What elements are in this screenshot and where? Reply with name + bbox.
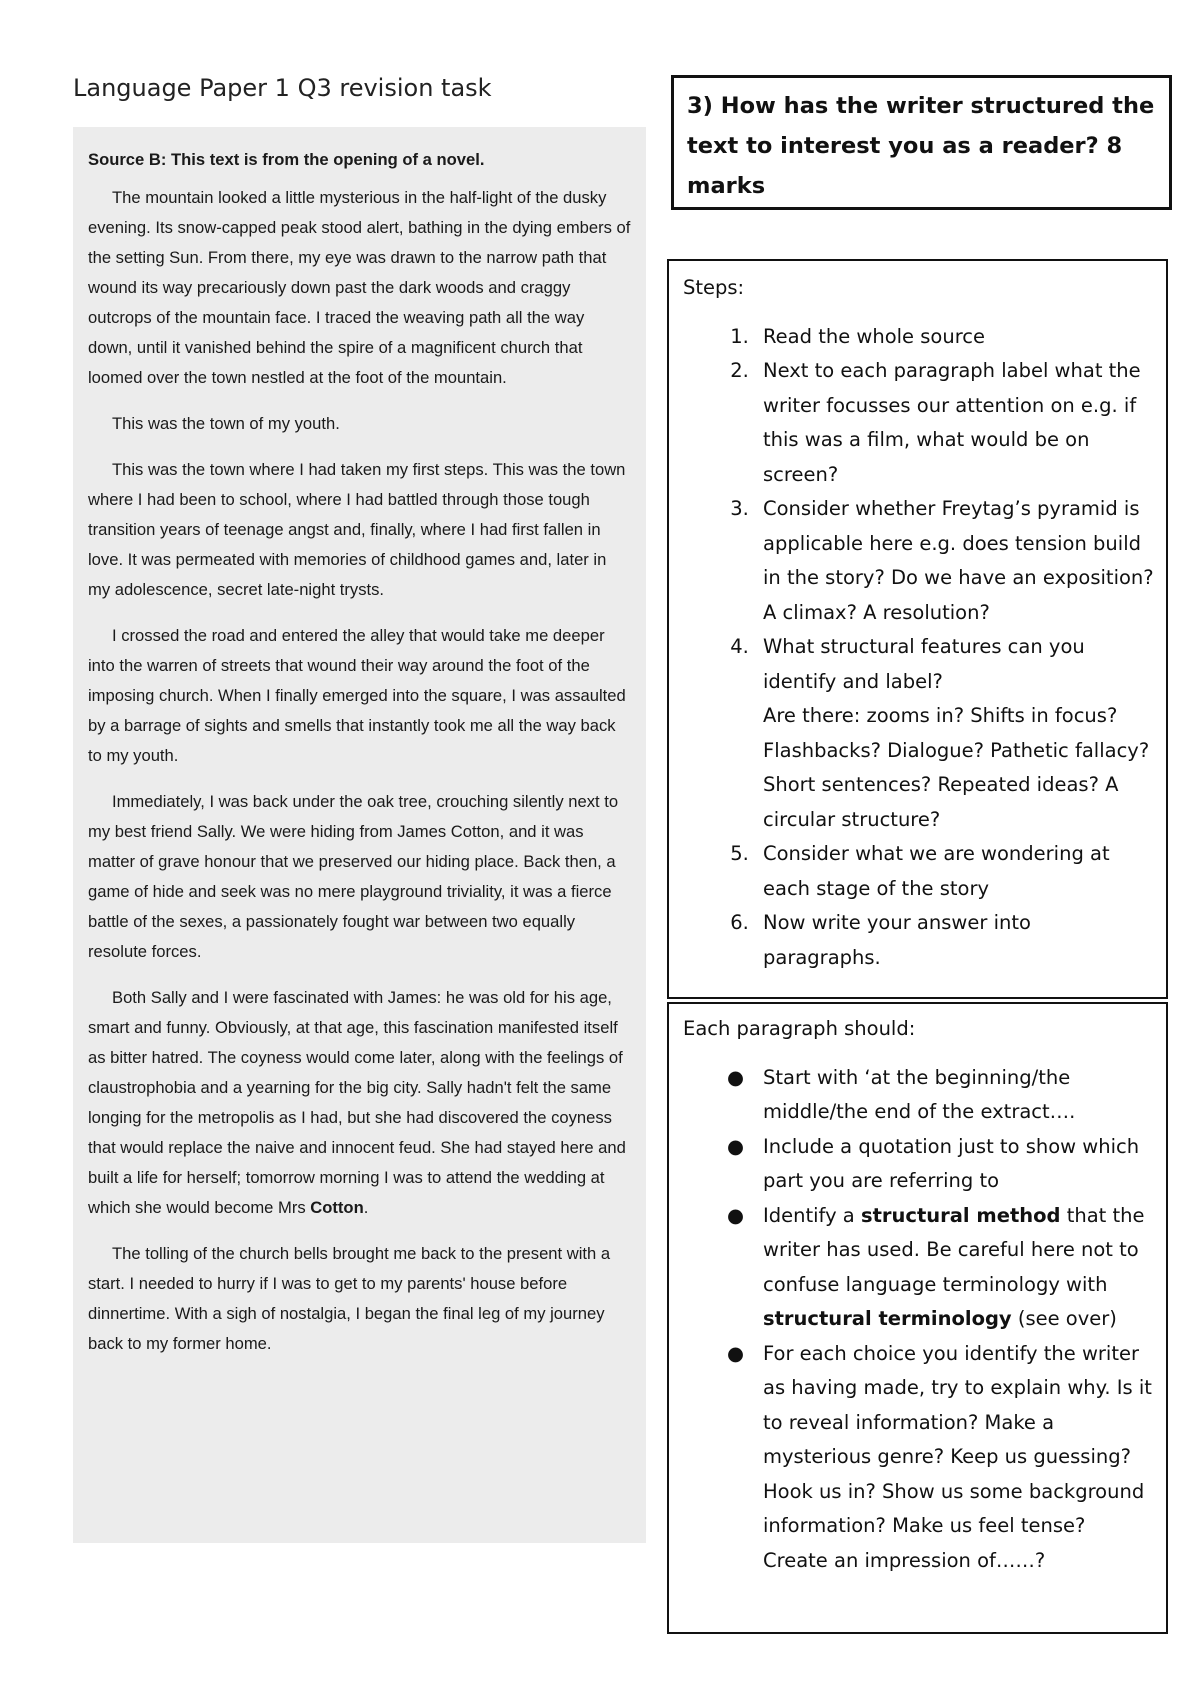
source-paragraph-6-text: Both Sally and I were fascinated with James: he was old for his age, smart and funny. Obviously, at that age, this fascination manifested itself as bitter hatred. The coyness would come later, along with the feelings of claustrophobia and a yearning for the big city. Sally hadn't felt the same longing for the metropolis as I had, but she had discovered the coyness that would replace the naive and innocent feud. She had stayed here and built a life for herself; tomorrow morning I was to attend the wedding at which she would become Mrs [88, 988, 626, 1217]
paragraph-guide-heading: Each paragraph should: [683, 1017, 916, 1040]
bullet-icon: ● [727, 1065, 745, 1089]
guide-item-text: (see over) [1011, 1307, 1117, 1330]
step-item [755, 630, 1154, 837]
paragraph-guide-list [683, 1061, 1154, 1579]
step-item: 3. Consider whether Freytag’s pyramid is applicable here e.g. does tension build in the story? Do we have an exposition? A climax? A resolution? [755, 492, 1154, 630]
guide-item-text: that the writer has used. Be careful here not to confuse language terminology with [763, 1203, 1145, 1296]
source-heading: Source B: This text is from the opening of a novel. [88, 150, 485, 169]
source-paragraph-6-end: . [363, 1198, 369, 1217]
step-item: 2. Next to each paragraph label what the writer focusses our attention on e.g. if this was a film, what would be on screen? [755, 354, 1154, 492]
guide-item-text: Include a quotation just to show which part you are referring to [763, 1134, 1140, 1192]
source-text-panel [73, 127, 646, 1543]
source-paragraph-2: This was the town of my youth. [112, 414, 340, 433]
guide-item [727, 1337, 1154, 1579]
step-item-extra: Are there: zooms in? Shifts in focus? Flashbacks? Dialogue? Pathetic fallacy? Short sentences? Repeated ideas? A circular structure? [763, 704, 1150, 831]
steps-list [683, 320, 1154, 976]
bullet-icon: ● [727, 1341, 745, 1365]
bullet-icon: ● [727, 1203, 745, 1227]
step-item-text: What structural features can you identify and label? [763, 635, 1085, 693]
guide-item-text: For each choice you identify the writer as having made, try to explain why. Is it to reveal information? Make a mysterious genre? Keep us guessing? Hook us in? Show us some background information? Make us feel tense? Create an impression of……? [763, 1341, 1152, 1572]
bullet-icon: ● [727, 1134, 745, 1158]
step-item: 5. Consider what we are wondering at each stage of the story [755, 837, 1154, 906]
step-item: 6. Now write your answer into paragraphs. [755, 906, 1154, 975]
guide-item-bold: structural method [860, 1203, 1061, 1227]
page-title: Language Paper 1 Q3 revision task [73, 74, 492, 102]
guide-item-text: Start with ‘at the beginning/the middle/the end of the extract…. [763, 1065, 1076, 1123]
paragraph-guide-box [667, 1002, 1168, 1634]
steps-box [667, 259, 1168, 999]
source-paragraph-4: I crossed the road and entered the alley that would take me deeper into the warren of streets that wound their way around the foot of the imposing church. When I finally emerged into the square, I was assaulted by a barrage of sights and smells that instantly took me all the way back to my youth. [88, 626, 626, 765]
guide-item-bold: structural terminology [763, 1307, 1012, 1330]
source-paragraph-5: Immediately, I was back under the oak tree, crouching silently next to my best friend Sally. We were hiding from James Cotton, and it was matter of grave honour that we preserved our hiding place. Back then, a game of hide and seek was no mere playground triviality, it was a fierce battle of the sexes, a passionately fought war between two equally resolute forces. [88, 792, 619, 961]
source-paragraph-6-name: Cotton [310, 1198, 364, 1217]
question-text: 3) How has the writer structured the text to interest you as a reader? 8 marks [687, 93, 1155, 199]
steps-heading: Steps: [683, 276, 745, 299]
question-box [671, 75, 1172, 210]
source-paragraph-1: The mountain looked a little mysterious in the half-light of the dusky evening. Its snow-capped peak stood alert, bathing in the dying embers of the setting Sun. From there, my eye was drawn to the narrow path that wound its way precariously down past the dark woods and craggy outcrops of the mountain face. I traced the weaving path all the way down, until it vanished behind the spire of a magnificent church that loomed over the town nestled at the foot of the mountain. [88, 188, 631, 387]
guide-item [727, 1061, 1154, 1130]
guide-item-text: Identify a [763, 1203, 861, 1227]
source-paragraph-7: The tolling of the church bells brought me back to the present with a start. I needed to hurry if I was to get to my parents' house before dinnertime. With a sigh of nostalgia, I began the final leg of my journey back to my former home. [88, 1244, 611, 1353]
guide-item [727, 1199, 1154, 1337]
step-item: 1. Read the whole source [755, 320, 1154, 355]
source-paragraph-6 [88, 983, 632, 1223]
source-paragraph-3: This was the town where I had taken my first steps. This was the town where I had been to school, where I had battled through those tough transition years of teenage angst and, finally, where I had first fallen in love. It was permeated with memories of childhood games and, later in my adolescence, secret late-night trysts. [88, 460, 626, 599]
guide-item [727, 1130, 1154, 1199]
